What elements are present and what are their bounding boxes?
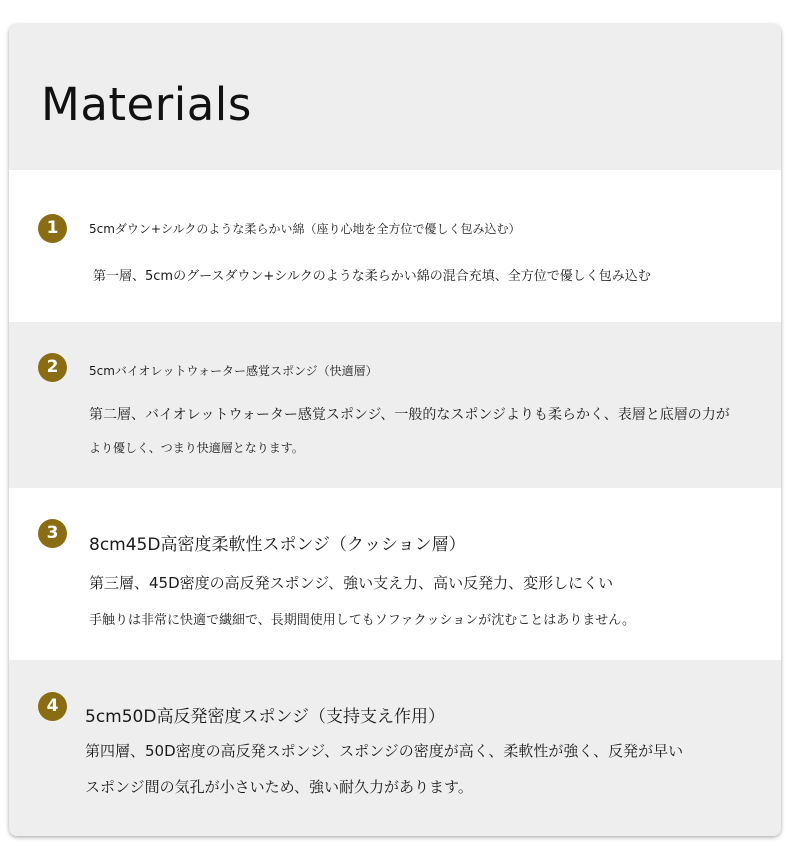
section-4-line-2: スポンジ間の気孔が小さいため、強い耐久力があります。 xyxy=(85,778,473,796)
section-3-line-2: 手触りは非常に快適で繊細で、長期間使用してもソファクッションが沈むことはありません。 xyxy=(89,613,636,628)
material-section-3 xyxy=(9,488,781,660)
number-3-badge: 3 xyxy=(38,519,67,548)
material-section-1 xyxy=(9,170,781,322)
material-section-4 xyxy=(9,660,781,836)
page-title: Materials xyxy=(41,78,252,131)
section-1-heading: 5cmダウン+シルクのような柔らかい綿（座り心地を全方位で優しく包み込む） xyxy=(89,222,521,236)
section-2-line-2: より優しく、つまり快適層となります。 xyxy=(89,441,304,455)
materials-card xyxy=(9,24,781,836)
section-2-line-1: 第二層、バイオレットウォーター感覚スポンジ、一般的なスポンジよりも柔らかく、表層と底層の力が xyxy=(89,407,730,423)
section-3-heading: 8cm45D高密度柔軟性スポンジ（クッション層） xyxy=(89,535,466,555)
number-2-badge: 2 xyxy=(38,353,67,382)
section-4-line-1: 第四層、50D密度の高反発スポンジ、スポンジの密度が高く、柔軟性が強く、反発が早い xyxy=(85,742,684,760)
header-panel xyxy=(9,24,781,170)
material-section-2 xyxy=(9,322,781,488)
number-1-badge: 1 xyxy=(38,214,67,243)
section-2-heading: 5cmバイオレットウォーター感覚スポンジ（快適層） xyxy=(89,364,378,378)
number-4-badge: 4 xyxy=(38,692,67,721)
section-1-line-1: 第一層、5cmのグースダウン+シルクのような柔らかい綿の混合充填、全方位で優しく包み込む xyxy=(93,269,651,284)
section-3-line-1: 第三層、45D密度の高反発スポンジ、強い支え力、高い反発力、変形しにくい xyxy=(89,574,614,592)
section-4-heading: 5cm50D高反発密度スポンジ（支持支え作用） xyxy=(85,707,446,727)
